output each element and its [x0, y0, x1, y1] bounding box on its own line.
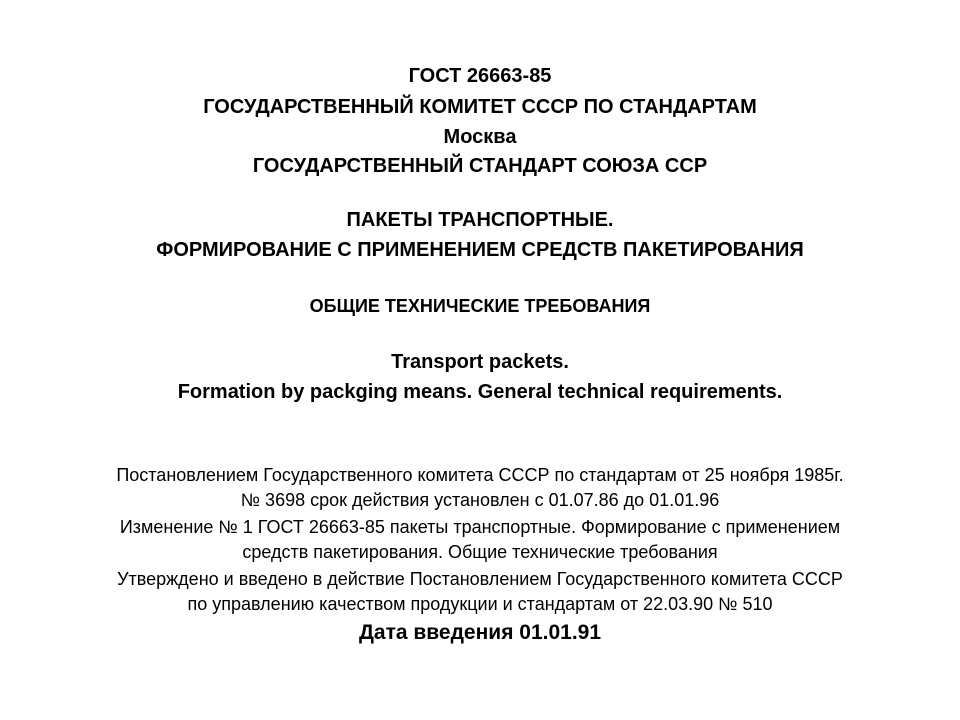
title-en-line2: Formation by packging means. General technical requirements.: [177, 381, 783, 403]
note-line1: Постановлением Государственного комитета СССР по стандартам от 25 ноября 1985г.: [116, 465, 844, 485]
note-line2: № 3698 срок действия установлен с 01.07.86 до 01.01.96: [240, 490, 720, 510]
title-ru-line2: ФОРМИРОВАНИЕ С ПРИМЕНЕНИЕМ СРЕДСТВ ПАКЕТИРОВАНИЯ: [156, 239, 804, 261]
committee-name: ГОСУДАРСТВЕННЫЙ КОМИТЕТ СССР ПО СТАНДАРТАМ: [203, 96, 757, 118]
note-line4: средств пакетирования. Общие технические требования: [242, 542, 718, 562]
title-ru-line1: ПАКЕТЫ ТРАНСПОРТНЫЕ.: [346, 209, 614, 231]
effective-date: Дата введения 01.01.91: [358, 621, 602, 644]
note-line5: Утверждено и введено в действие Постановлением Государственного комитета СССР: [117, 569, 843, 589]
note-line6: по управлению качеством продукции и стандартам от 22.03.90 № 510: [187, 594, 773, 614]
note-line3: Изменение № 1 ГОСТ 26663-85 пакеты транспортные. Формирование с применением: [119, 517, 841, 537]
standard-type: ГОСУДАРСТВЕННЫЙ СТАНДАРТ СОЮЗА ССР: [252, 155, 708, 177]
title-en-line1: Transport packets.: [391, 351, 569, 373]
city-name: Москва: [443, 126, 517, 148]
title-ru-subtitle: ОБЩИЕ ТЕХНИЧЕСКИЕ ТРЕБОВАНИЯ: [309, 296, 651, 316]
gost-number: ГОСТ 26663-85: [408, 65, 552, 87]
